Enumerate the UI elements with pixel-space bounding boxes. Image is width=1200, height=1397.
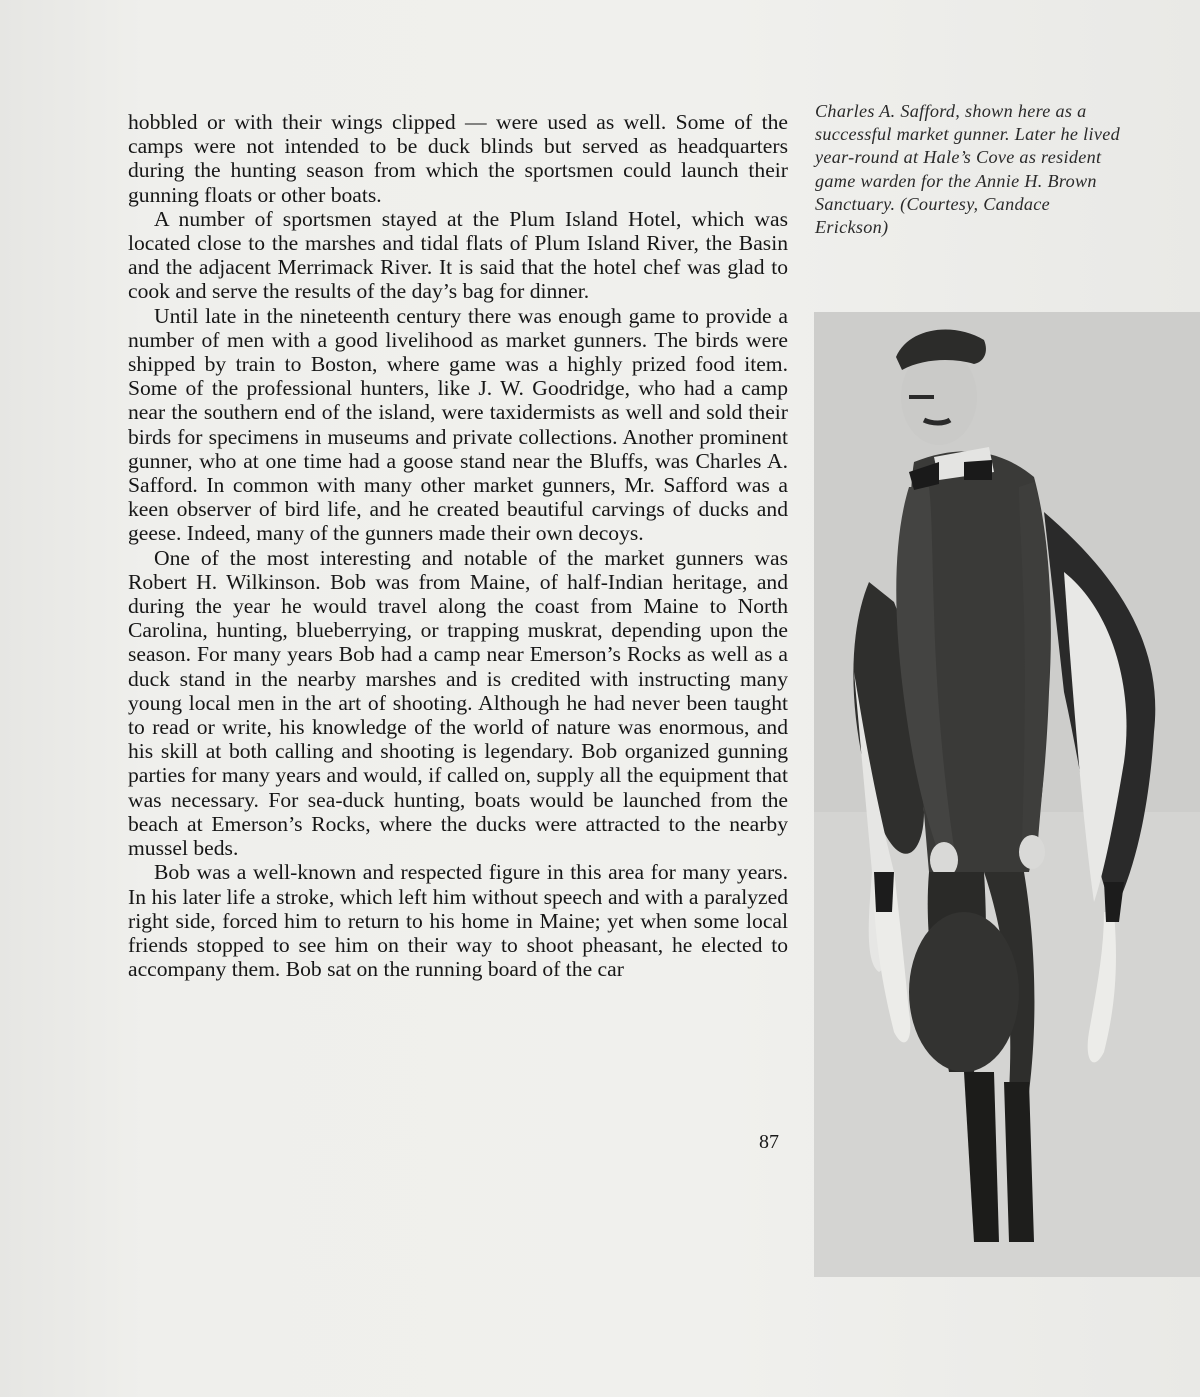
- page-number: 87: [759, 1131, 779, 1153]
- paragraph-2: A number of sportsmen stayed at the Plum Island Hotel, which was located close to the marshes and tidal flats of Plum Island River, the Basin and the adjacent Merrimack River. It is said that the hotel chef was glad to cook and serve the results of the day’s bag for dinner.: [128, 206, 788, 304]
- paragraph-5: Bob was a well-known and respected figure in this area for many years. In his later life a stroke, which left him without speech and with a paralyzed right side, forced him to return to his home in Maine; yet when some local friends stopped to see him on their way to shoot pheasant, he elected to accompany them. Bob sat on the running board of the car: [128, 860, 788, 982]
- paragraph-1: hobbled or with their wings clipped — were used as well. Some of the camps were not intended to be duck blinds but served as headquarters during the hunting season from which the sportsmen could launch their gunning floats or other boats.: [128, 110, 788, 207]
- paragraph-3: Until late in the nineteenth century there was enough game to provide a number of men with a good livelihood as market gunners. The birds were shipped by train to Boston, where game was a highly prized food item. Some of the professional hunters, like J. W. Goodridge, who had a camp near the southern end of the island, were taxidermists as well and sold their birds for specimens in museums and private collections. Another prominent gunner, who at one time had a goose stand near the Bluffs, was Charles A. Safford. In common with many other market gunners, Mr. Safford was a keen observer of bird life, and he created beautiful carvings of ducks and geese. Indeed, many of the gunners made their own decoys.: [128, 303, 788, 546]
- photo-caption: Charles A. Safford, shown here as a successful market gunner. Later he lived year-round at Hale’s Cove as resident game warden for the Annie H. Brown Sanctuary. (Courtesy, Candace Erickson): [815, 101, 1120, 238]
- body-text-column: [128, 110, 788, 981]
- paragraph-4: One of the most interesting and notable of the market gunners was Robert H. Wilkinson. Bob was from Maine, of half-Indian heritage, and during the year he would travel along the coast from Maine to North Carolina, hunting, blueberrying, or trapping muskrat, depending upon the season. For many years Bob had a camp near Emerson’s Rocks as well as a duck stand in the nearby marshes and is credited with instructing many young local men in the art of shooting. Although he had never been taught to read or write, his knowledge of the world of nature was enormous, and his skill at both calling and shooting is legendary. Bob organized gunning parties for many years and would, if called on, supply all the equipment that was necessary. For sea-duck hunting, boats would be launched from the beach at Emerson’s Rocks, where the ducks were attracted to the nearby mussel beds.: [128, 545, 788, 861]
- photo-hunter-with-birds: [814, 312, 1200, 1277]
